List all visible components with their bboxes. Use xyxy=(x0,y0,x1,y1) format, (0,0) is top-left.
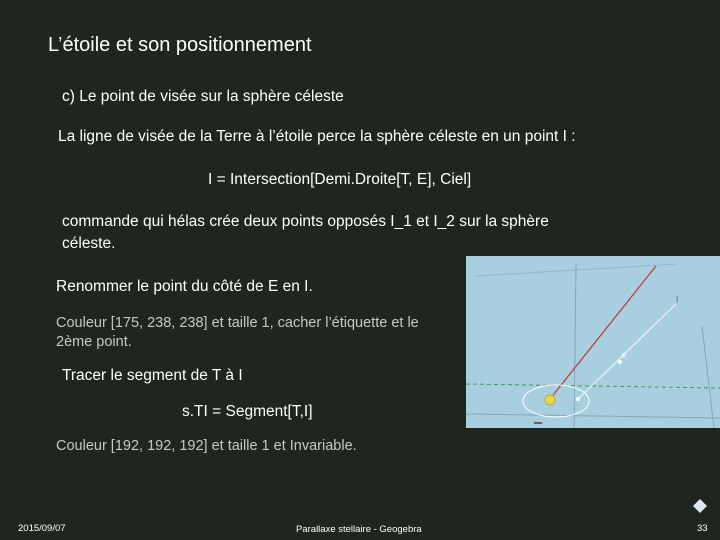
earth-point xyxy=(576,397,580,401)
figure-background xyxy=(466,256,720,428)
paragraph-line-1: commande qui hélas crée deux points opposés I_1 et I_2 sur la sphère xyxy=(62,213,549,230)
sun-point xyxy=(545,395,555,405)
diamond-icon-shape xyxy=(692,498,708,514)
paragraph-line-2: céleste. xyxy=(62,235,116,252)
trace-instruction: Tracer le segment de T à I xyxy=(62,367,243,384)
footer-date: 2015/09/07 xyxy=(18,523,66,534)
section-subtitle: c) Le point de visée sur la sphère céleste xyxy=(62,88,344,105)
figure-canvas xyxy=(466,256,720,428)
label-i: I xyxy=(676,295,679,304)
color-instruction-line-2: 2ème point. xyxy=(56,334,132,350)
axis-marker xyxy=(534,422,542,424)
diamond-icon-fill xyxy=(693,499,707,513)
rename-instruction: Renommer le point du côté de E en I. xyxy=(56,278,313,295)
command-segment: s.TI = Segment[T,I] xyxy=(182,403,313,420)
intro-line: La ligne de visée de la Terre à l’étoile perce la sphère céleste en un point I : xyxy=(58,128,576,145)
page-number: 33 xyxy=(697,523,708,534)
slide-title: L’étoile et son positionnement xyxy=(48,34,312,56)
color-instruction-invariable: Couleur [192, 192, 192] et taille 1 et Invariable. xyxy=(56,438,357,454)
star-point xyxy=(618,360,622,364)
color-instruction-line-1: Couleur [175, 238, 238] et taille 1, cacher l’étiquette et le xyxy=(56,315,419,331)
footer-title: Parallaxe stellaire - Geogebra xyxy=(296,524,422,535)
label-e: E xyxy=(622,353,627,360)
geogebra-figure xyxy=(466,256,720,428)
command-intersection: I = Intersection[Demi.Droite[T, E], Ciel] xyxy=(208,171,472,188)
diamond-icon[interactable] xyxy=(692,498,708,514)
